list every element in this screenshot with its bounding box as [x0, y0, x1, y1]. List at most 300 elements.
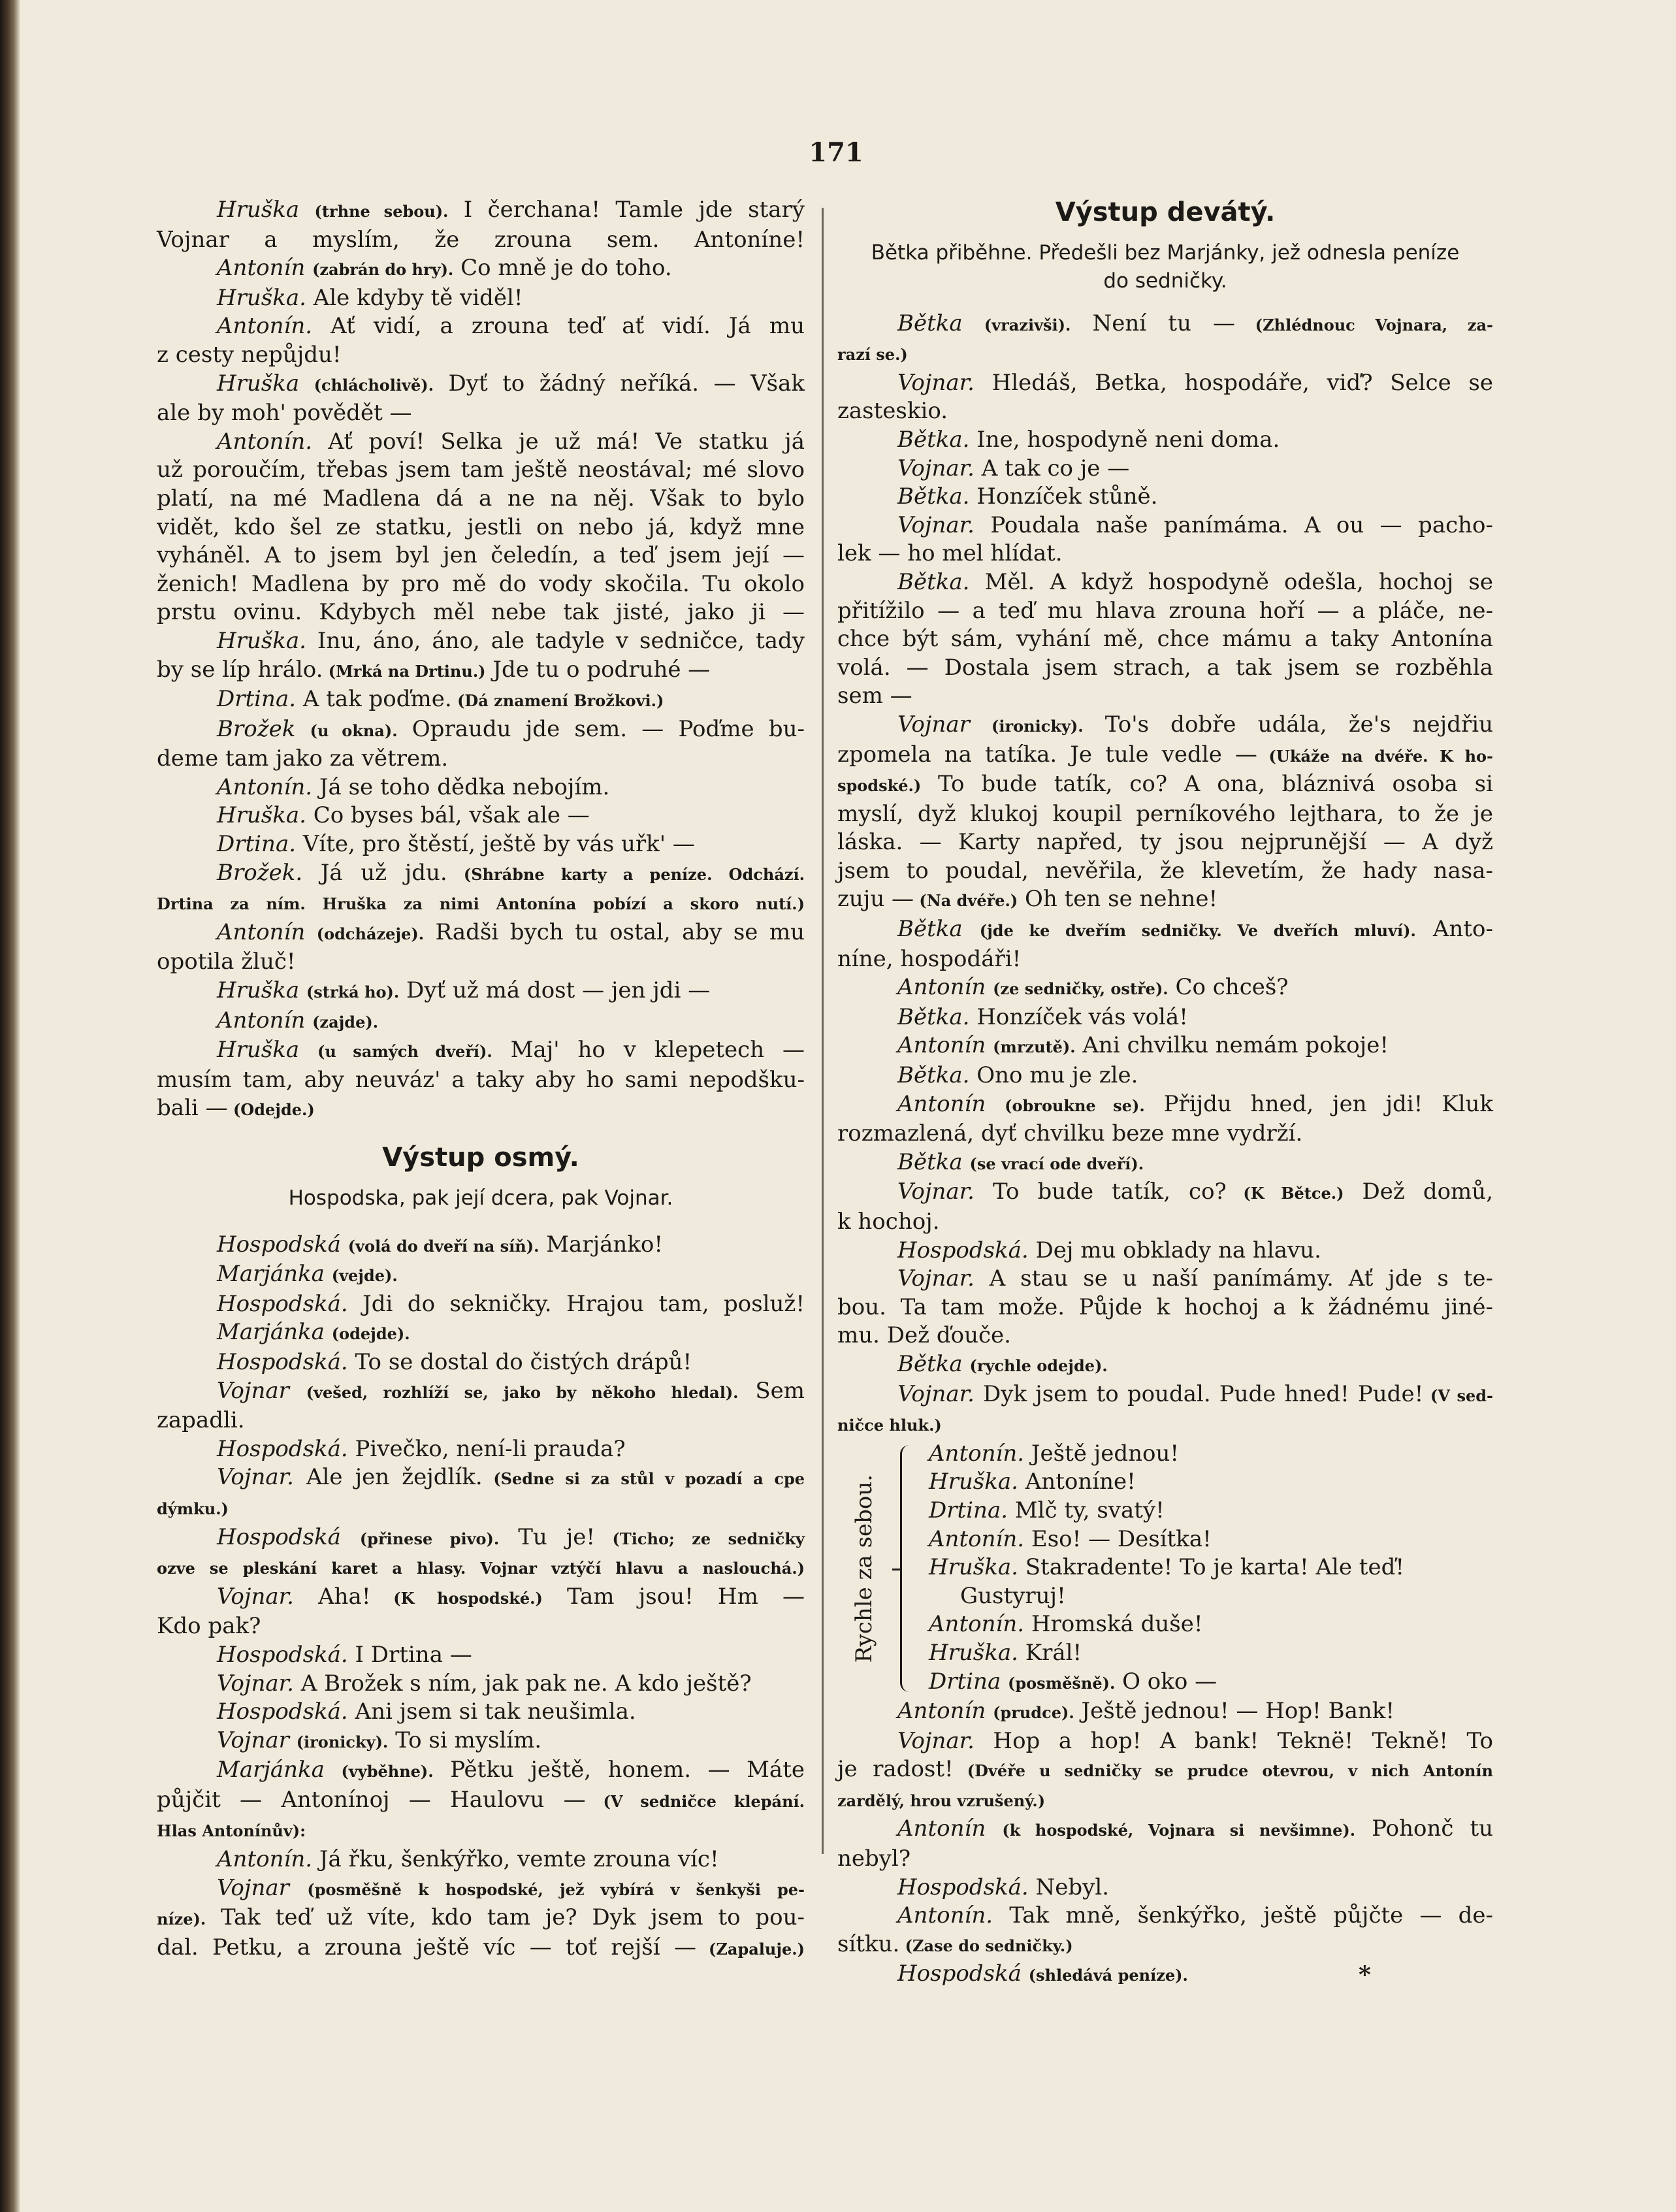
- text-line: [837, 1410, 1493, 1440]
- left-dialogue-part2: [157, 1231, 805, 1964]
- dialogue-text: vyháněl. A to jsem byl jen čeledín, a teď jsem její —: [157, 542, 805, 569]
- speaker-name: Vojnar.: [217, 1464, 294, 1491]
- stage-direction: (ze sedničky, ostře).: [993, 979, 1168, 999]
- dialogue-text: sítku.: [837, 1930, 900, 1957]
- text-line: [837, 945, 1493, 974]
- speaker-name: Vojnar: [217, 1874, 289, 1901]
- speaker-name: Antonín.: [217, 428, 313, 455]
- stage-direction: Drtina za ním. Hruška za nimi Antonína pobízí a skoro nutí.): [157, 894, 805, 914]
- speaker-name: Hospodská.: [217, 1290, 348, 1317]
- dialogue-text: Gustyruj!: [960, 1582, 1066, 1609]
- speaker-name: Antonín: [897, 1698, 986, 1725]
- dialogue-text: zasteskio.: [837, 398, 948, 425]
- stage-direction: (V sed-: [1423, 1386, 1493, 1405]
- text-line: [837, 568, 1493, 597]
- speaker-name: Hruška: [217, 1037, 300, 1064]
- text-line: [837, 1874, 1493, 1902]
- text-line: [157, 1435, 805, 1464]
- dialogue-text: Inu, áno, áno, ale tadyle v sedničce, tady: [306, 627, 805, 654]
- dialogue-text: Pětku ještě, honem. — Máte: [433, 1757, 805, 1783]
- dialogue-text: půjčit — Antonínoj — Haulovu —: [157, 1786, 586, 1813]
- speaker-name: Hospodská: [897, 1960, 1022, 1987]
- dialogue-text: Tam jsou! Hm —: [542, 1583, 805, 1610]
- stage-direction: (Odejde.): [227, 1100, 315, 1120]
- dialogue-text: už poroučím, třebas jsem tam ještě neostával; mé slovo: [157, 457, 805, 483]
- speaker-name: Hruška.: [217, 627, 306, 654]
- column-divider: [822, 208, 824, 1854]
- text-line: [837, 1727, 1493, 1756]
- dialogue-text: To bude tatík, co? A ona, bláznivá osoba si: [921, 771, 1493, 798]
- stage-direction: (chlácholivě).: [314, 375, 434, 395]
- dialogue-text: O oko —: [1115, 1668, 1217, 1695]
- dialogue-text: Hromská duše!: [1024, 1611, 1203, 1638]
- speaker-name: Bětka.: [897, 1062, 970, 1089]
- text-line: [157, 1612, 805, 1641]
- stage-direction: (Na dvéře.): [914, 891, 1018, 911]
- text-line: [157, 1007, 805, 1037]
- scene-cast-line: Bětka přiběhne. Předešli bez Marjánky, jež odnesla peníze: [871, 240, 1460, 265]
- dialogue-text: Dež domů,: [1344, 1179, 1493, 1205]
- speaker-name: Bětka: [897, 916, 963, 943]
- speaker-name: Antonín: [217, 255, 306, 282]
- dialogue-text: To si myslím.: [388, 1727, 542, 1753]
- stage-direction: (vyběhne).: [341, 1762, 434, 1781]
- speaker-name: Bětka.: [897, 426, 970, 453]
- dialogue-text: z cesty nepůjdu!: [157, 341, 342, 368]
- text-line: [837, 741, 1493, 771]
- speaker-name: Bětka.: [897, 483, 970, 510]
- rapid-exchange-block: [837, 1440, 1493, 1697]
- text-line: [837, 857, 1493, 886]
- dialogue-text: ale by moh' povědět —: [157, 400, 412, 427]
- text-line: [837, 1960, 1493, 1990]
- dialogue-text: Mlč ty, svatý!: [1008, 1497, 1165, 1523]
- text-line: [837, 1148, 1493, 1179]
- text-line: [837, 310, 1493, 340]
- text-line: [157, 284, 805, 313]
- dialogue-text: opotila žluč!: [157, 949, 296, 975]
- dialogue-text: deme tam jako za větrem.: [157, 745, 449, 772]
- text-line: [157, 312, 805, 341]
- scene-heading-nine: Výstup devátý.: [1055, 197, 1276, 227]
- dialogue-text: láska. — Karty napřed, ty jsou nejprunější — A dyž: [837, 829, 1493, 856]
- text-line: [157, 1377, 805, 1407]
- speaker-name: Marjánka: [217, 1319, 325, 1346]
- dialogue-text: Ani jsem si tak neušimla.: [347, 1699, 636, 1725]
- stage-direction: razí se.): [837, 345, 908, 365]
- speaker-name: Hruška: [217, 977, 300, 1004]
- text-line: [837, 1380, 1493, 1410]
- text-line: [837, 1090, 1493, 1120]
- dialogue-text: bou. Ta tam može. Půjde k hochoj a k žádnému jiné-: [837, 1293, 1493, 1320]
- scene-cast-nine: [837, 239, 1493, 295]
- dialogue-text: Ještě jednou! — Hop! Bank!: [1074, 1698, 1395, 1725]
- text-line: [157, 1698, 805, 1727]
- speaker-name: Drtina.: [217, 831, 297, 858]
- rapid-line: [929, 1525, 1493, 1554]
- speaker-name: Bětka: [897, 1148, 963, 1175]
- scene-heading-eight: Výstup osmý.: [382, 1143, 579, 1173]
- scene-cast-eight: Hospodska, pak její dcera, pak Vojnar.: [288, 1186, 673, 1210]
- dialogue-text: I čerchana! Tamle jde starý: [448, 197, 805, 223]
- dialogue-text: Není tu —: [1071, 310, 1236, 336]
- dialogue-text: Sem: [738, 1377, 805, 1404]
- rapid-line: [929, 1582, 1493, 1611]
- dialogue-text: Poudala naše panímáma. A ou — pacho-: [974, 512, 1493, 538]
- text-line: [157, 1231, 805, 1261]
- dialogue-text: Pohonč tu: [1355, 1815, 1494, 1842]
- dialogue-text: Co byses bál, však ale —: [306, 802, 590, 829]
- dialogue-text: Kdo pak?: [157, 1613, 261, 1640]
- speaker-name: Vojnar: [217, 1727, 289, 1753]
- text-line: [157, 1260, 805, 1290]
- dialogue-text: Tak teď už víte, kdo tam je? Dyk jsem to pou-: [206, 1904, 805, 1931]
- text-line: [837, 597, 1493, 626]
- dialogue-text: chce být sám, vyhání mě, chce mámu a taky Antonína: [837, 626, 1493, 653]
- text-line: [157, 715, 805, 745]
- speaker-name: Bětka: [897, 1350, 963, 1377]
- dialogue-text: Jdi do sekničky. Hrajou tam, posluž!: [347, 1290, 805, 1317]
- speaker-name: Antonín.: [217, 313, 313, 340]
- stage-direction: (Zhlédnouc Vojnara, za-: [1235, 315, 1493, 334]
- speaker-name: Vojnar.: [897, 1380, 975, 1407]
- speaker-name: Antonín.: [897, 1902, 993, 1929]
- speaker-name: Hruška.: [217, 284, 306, 311]
- speaker-name: Hruška: [217, 370, 300, 397]
- speaker-name: Antonín.: [217, 773, 313, 800]
- stage-direction: (K hospodské.): [370, 1588, 543, 1608]
- dialogue-text: bali —: [157, 1095, 228, 1122]
- stage-direction: ničce hluk.): [837, 1416, 942, 1435]
- speaker-name: Vojnar.: [897, 369, 975, 396]
- speaker-name: Hospodská.: [217, 1435, 348, 1462]
- text-line: [157, 977, 805, 1007]
- rapid-line: [929, 1639, 1493, 1668]
- speaker-name: Vojnar.: [897, 512, 975, 538]
- dialogue-text: Co chceš?: [1168, 974, 1289, 1001]
- dialogue-text: To se dostal do čistých drápů!: [347, 1348, 692, 1375]
- speaker-name: Vojnar: [897, 711, 970, 738]
- text-line: [157, 428, 805, 457]
- text-line: [157, 1583, 805, 1613]
- dialogue-text: Hledáš, Betka, hospodáře, viď? Selce se: [974, 369, 1493, 396]
- dialogue-text: Přijdu hned, jen jdi! Kluk: [1144, 1090, 1493, 1117]
- text-line: [837, 540, 1493, 568]
- speaker-name: Antonín: [897, 974, 986, 1001]
- dialogue-text: Marjánko!: [539, 1231, 664, 1258]
- text-line: [157, 226, 805, 255]
- text-line: [837, 654, 1493, 683]
- dialogue-text: Tu je!: [499, 1523, 596, 1550]
- dialogue-text: vidět, kdo šel ze statku, jestli on nebo já, když mne: [157, 513, 805, 540]
- speaker-name: Vojnar.: [217, 1583, 294, 1610]
- curly-brace: [900, 1445, 916, 1692]
- text-line: [157, 888, 805, 919]
- dialogue-text: Ani chvilku nemám pokoje!: [1075, 1032, 1389, 1059]
- dialogue-text: nebyl?: [837, 1846, 911, 1872]
- dialogue-text: Aha!: [293, 1583, 371, 1610]
- speaker-name: Hruška.: [929, 1639, 1018, 1666]
- text-line: [157, 370, 805, 400]
- text-line: [157, 456, 805, 485]
- text-line: [157, 745, 805, 773]
- speaker-name: Brožek: [217, 715, 296, 742]
- text-line: [837, 1208, 1493, 1237]
- dialogue-text: volá. — Dostala jsem strach, a tak jsem se rozběhla: [837, 654, 1493, 681]
- text-line: [157, 1523, 805, 1553]
- text-line: [837, 369, 1493, 398]
- dialogue-text: Vojnar a myslím, že zrouna sem. Antoníne!: [157, 226, 805, 253]
- text-line: [157, 1290, 805, 1319]
- text-line: [157, 1318, 805, 1348]
- text-line: [157, 1904, 805, 1934]
- dialogue-text: rozmazlená, dyť chvilku beze mne vydrží.: [837, 1120, 1303, 1147]
- text-line: [157, 1094, 805, 1124]
- stage-direction: (zajde).: [312, 1012, 379, 1032]
- text-line: [157, 399, 805, 428]
- speaker-name: Hruška: [217, 197, 300, 223]
- dialogue-text: sem —: [837, 683, 912, 709]
- dialogue-text: Co mně je do toho.: [453, 255, 672, 282]
- text-line: [837, 1902, 1493, 1930]
- dialogue-text: Honzíček vás volá!: [969, 1003, 1188, 1030]
- text-line: [837, 1032, 1493, 1062]
- speaker-name: Drtina: [929, 1668, 1001, 1695]
- text-line: [157, 1874, 805, 1904]
- dialogue-text: Měl. A když hospodyně odešla, hochoj se: [969, 568, 1493, 595]
- dialogue-text: Oh ten se nehne!: [1018, 886, 1218, 913]
- text-line: [837, 1785, 1493, 1815]
- dialogue-text: Dyk jsem to poudal. Pude hned! Pude!: [974, 1380, 1424, 1407]
- book-binding-edge: [0, 0, 20, 2212]
- text-line: [837, 1755, 1493, 1785]
- stage-direction: (Mrká na Drtinu.): [323, 661, 486, 681]
- stage-direction: (Dvéře u sedničky se prudce otevrou, v nich Antonín: [953, 1761, 1493, 1781]
- speaker-name: Brožek.: [217, 859, 303, 886]
- text-line: [837, 973, 1493, 1003]
- speaker-name: Bětka.: [897, 1003, 970, 1030]
- dialogue-text: Pivečko, není-li prauda?: [347, 1435, 626, 1462]
- dialogue-text: Víte, pro štěstí, ještě by vás uřk' —: [296, 831, 695, 858]
- dialogue-text: Král!: [1018, 1639, 1082, 1666]
- stage-direction: níze).: [157, 1910, 206, 1929]
- speaker-name: Hospodská.: [217, 1348, 348, 1375]
- speaker-name: Vojnar: [217, 1377, 289, 1404]
- page-number: 171: [809, 137, 863, 168]
- stage-direction: (prudce).: [993, 1703, 1074, 1723]
- text-line: [837, 512, 1493, 540]
- text-line: [157, 254, 805, 284]
- dialogue-text: musím tam, aby neuváz' a taky aby ho sami nepodšku-: [157, 1066, 805, 1093]
- left-dialogue-part1: [157, 196, 805, 1124]
- speaker-name: Vojnar.: [897, 455, 975, 481]
- stage-direction: zardělý, hrou vzrušený.): [837, 1791, 1046, 1810]
- speaker-name: Hospodská: [217, 1523, 341, 1550]
- text-line: [837, 625, 1493, 654]
- right-dialogue-part2: [837, 1697, 1493, 1990]
- text-line: [837, 1815, 1493, 1845]
- text-line: [837, 885, 1493, 915]
- dialogue-text: Dyť to žádný neříká. — Však: [433, 370, 805, 397]
- speaker-name: Antonín: [217, 1007, 306, 1033]
- stage-direction: ozve se pleskání karet a hlasy. Vojnar vztýčí hlavu a naslouchá.): [157, 1559, 805, 1578]
- dialogue-text: Ať poví! Selka je už má! Ve statku já: [312, 428, 805, 455]
- dialogue-text: k hochoj.: [837, 1209, 940, 1235]
- dialogue-text: To bude tatík, co?: [974, 1179, 1227, 1205]
- dialogue-text: myslí, dyž klukoj koupil perníkového lejthara, to že je: [837, 800, 1493, 827]
- text-line: [157, 919, 805, 949]
- dialogue-text: Já se toho dědka nebojím.: [312, 773, 610, 800]
- dialogue-text: Ať vidí, a zrouna teď ať vidí. Já mu: [312, 313, 805, 340]
- text-line: [157, 1846, 805, 1874]
- rapid-line: [929, 1668, 1493, 1698]
- speaker-name: Vojnar.: [897, 1179, 975, 1205]
- speaker-name: Drtina.: [217, 686, 297, 713]
- text-line: [157, 859, 805, 889]
- speaker-name: Hospodská.: [217, 1699, 348, 1725]
- side-label-rapid: Rychle za sebou.: [851, 1474, 877, 1663]
- dialogue-text: Ine, hospodyně neni doma.: [969, 426, 1280, 453]
- speaker-name: Drtina.: [929, 1497, 1008, 1523]
- dialogue-text: zuju —: [837, 886, 914, 913]
- stage-direction: (Ukáže na dvéře. K ho-: [1257, 746, 1493, 766]
- text-line: [837, 1697, 1493, 1727]
- dialogue-text: Ale jen žejdlík.: [293, 1464, 483, 1491]
- stage-direction: (K Bětce.): [1226, 1184, 1344, 1203]
- dialogue-text: zapadli.: [157, 1407, 245, 1434]
- dialogue-text: zpomela na tatíka. Je tule vedle —: [837, 741, 1257, 768]
- text-line: [837, 1293, 1493, 1322]
- scene-cast-line: do sedničky.: [1103, 268, 1227, 293]
- rapid-line: [929, 1610, 1493, 1639]
- text-line: [157, 1553, 805, 1583]
- dialogue-text: Nebyl.: [1028, 1874, 1110, 1900]
- text-line: [157, 1670, 805, 1699]
- text-line: [157, 1641, 805, 1670]
- rapid-line: [929, 1440, 1493, 1469]
- dialogue-text: A tak poďme.: [296, 686, 452, 713]
- right-dialogue-part1: [837, 310, 1493, 1440]
- rapid-line: [929, 1468, 1493, 1497]
- text-line: [157, 627, 805, 656]
- dialogue-text: jsem to poudal, nevěřila, že klevetím, že hady nasa-: [837, 857, 1493, 884]
- text-line: [157, 1348, 805, 1377]
- stage-direction: (vrazivši).: [984, 315, 1071, 334]
- stage-direction: (se vrací ode dveří).: [969, 1154, 1144, 1173]
- left-column: [157, 196, 805, 1963]
- text-line: [837, 1845, 1493, 1874]
- speaker-name: Antonín: [897, 1032, 986, 1059]
- dialogue-text: Dej mu obklady na hlavu.: [1028, 1237, 1321, 1263]
- speaker-name: Antonín: [897, 1815, 986, 1842]
- stage-direction: (u samých dveří).: [317, 1042, 492, 1062]
- speaker-name: Hospodská.: [897, 1237, 1029, 1263]
- speaker-name: Bětka.: [897, 568, 970, 595]
- stage-direction: (posměšně k hospodské, jež vybírá v šenkyši pe-: [307, 1879, 805, 1899]
- speaker-name: Hruška.: [929, 1469, 1018, 1495]
- stage-direction: (posměšně).: [1008, 1673, 1116, 1693]
- dialogue-text: I Drtina —: [347, 1641, 472, 1668]
- speaker-name: Hospodská: [217, 1231, 341, 1258]
- stage-direction: (shledává peníze).: [1028, 1966, 1188, 1985]
- stage-direction: (jde ke dveřím sedničky. Ve dveřích mluví).: [979, 921, 1416, 941]
- speaker-name: Hospodská.: [897, 1874, 1029, 1900]
- stage-direction: (Ticho; ze sedničky: [595, 1529, 805, 1548]
- text-line: [157, 1407, 805, 1435]
- text-line: [157, 542, 805, 570]
- dialogue-text: mu. Dež ďouče.: [837, 1322, 1011, 1349]
- curly-brace-tip: [892, 1569, 901, 1570]
- stage-direction: Hlas Antonínův):: [157, 1821, 306, 1841]
- dialogue-text: Antoníne!: [1018, 1469, 1136, 1495]
- speaker-name: Hruška.: [217, 802, 306, 829]
- speaker-name: Antonín: [897, 1090, 986, 1117]
- stage-direction: (volá do dveří na síň).: [347, 1236, 540, 1256]
- text-line: [157, 830, 805, 859]
- text-line: [157, 598, 805, 627]
- dialogue-text: Ono mu je zle.: [969, 1062, 1138, 1089]
- dialogue-text: by se líp hrálo.: [157, 656, 323, 683]
- speaker-name: Bětka: [897, 310, 963, 336]
- dialogue-text: A Brožek s ním, jak pak ne. A kdo ještě?: [293, 1670, 752, 1697]
- dialogue-text: přitížilo — a teď mu hlava zrouna hoří — a pláče, ne-: [837, 597, 1493, 624]
- text-line: [157, 1934, 805, 1964]
- stage-direction: (ironicky).: [991, 716, 1084, 736]
- text-line: [837, 426, 1493, 455]
- dialogue-text: Maj' ho v klepetech —: [492, 1037, 805, 1064]
- text-line: [837, 915, 1493, 945]
- stage-direction: (Dá znamení Brožkovi.): [451, 691, 664, 711]
- text-line: [837, 1930, 1493, 1960]
- dialogue-text: Jde tu o podruhé —: [485, 656, 711, 683]
- text-line: [157, 485, 805, 513]
- dialogue-text: Ale kdyby tě viděl!: [306, 284, 523, 311]
- dialogue-text: Já už jdu.: [302, 859, 447, 886]
- stage-direction: (k hospodské, Vojnara si nevšimne).: [1002, 1821, 1356, 1840]
- text-line: [837, 1003, 1493, 1032]
- text-line: [157, 513, 805, 542]
- text-line: [837, 1237, 1493, 1265]
- stage-direction: (obrouknе se).: [1005, 1096, 1145, 1115]
- dialogue-text: A stau se u naší panímámy. Ať jde s te-: [974, 1265, 1493, 1292]
- speaker-name: Antonín.: [929, 1440, 1025, 1467]
- dialogue-text: prstu ovinu. Kdybych měl nebe tak jisté, jako ji —: [157, 599, 805, 626]
- stage-direction: (rychle odejde).: [969, 1356, 1108, 1375]
- dialogue-text: Dyť už má dost — jen jdi —: [399, 977, 711, 1004]
- speaker-name: Antonín.: [217, 1846, 313, 1873]
- dialogue-text: Já řku, šenkýřko, vemte zrouna víc!: [312, 1846, 719, 1873]
- dialogue-text: To's dobře udála, že's nejdřiu: [1083, 711, 1494, 738]
- dialogue-text: lek — ho mel hlídat.: [837, 540, 1063, 567]
- text-line: [837, 1350, 1493, 1380]
- text-line: [837, 1062, 1493, 1090]
- text-line: [157, 685, 805, 715]
- dialogue-text: Tak mně, šenkýřko, ještě půjčte — de-: [993, 1902, 1493, 1929]
- speaker-name: Vojnar.: [897, 1265, 975, 1292]
- text-line: [157, 948, 805, 977]
- text-line: [157, 341, 805, 370]
- text-line: [157, 656, 805, 686]
- stage-direction: (Zapaluje.): [696, 1939, 805, 1959]
- stage-direction: (odejde).: [331, 1324, 410, 1344]
- dialogue-text: Anto-: [1415, 916, 1493, 943]
- text-line: [837, 1322, 1493, 1350]
- speaker-name: Vojnar.: [217, 1670, 294, 1697]
- text-line: [837, 682, 1493, 711]
- speaker-name: Marjánka: [217, 1261, 325, 1288]
- dialogue-text: Eso! — Desítka!: [1024, 1525, 1212, 1552]
- stage-direction: (vejde).: [331, 1266, 398, 1286]
